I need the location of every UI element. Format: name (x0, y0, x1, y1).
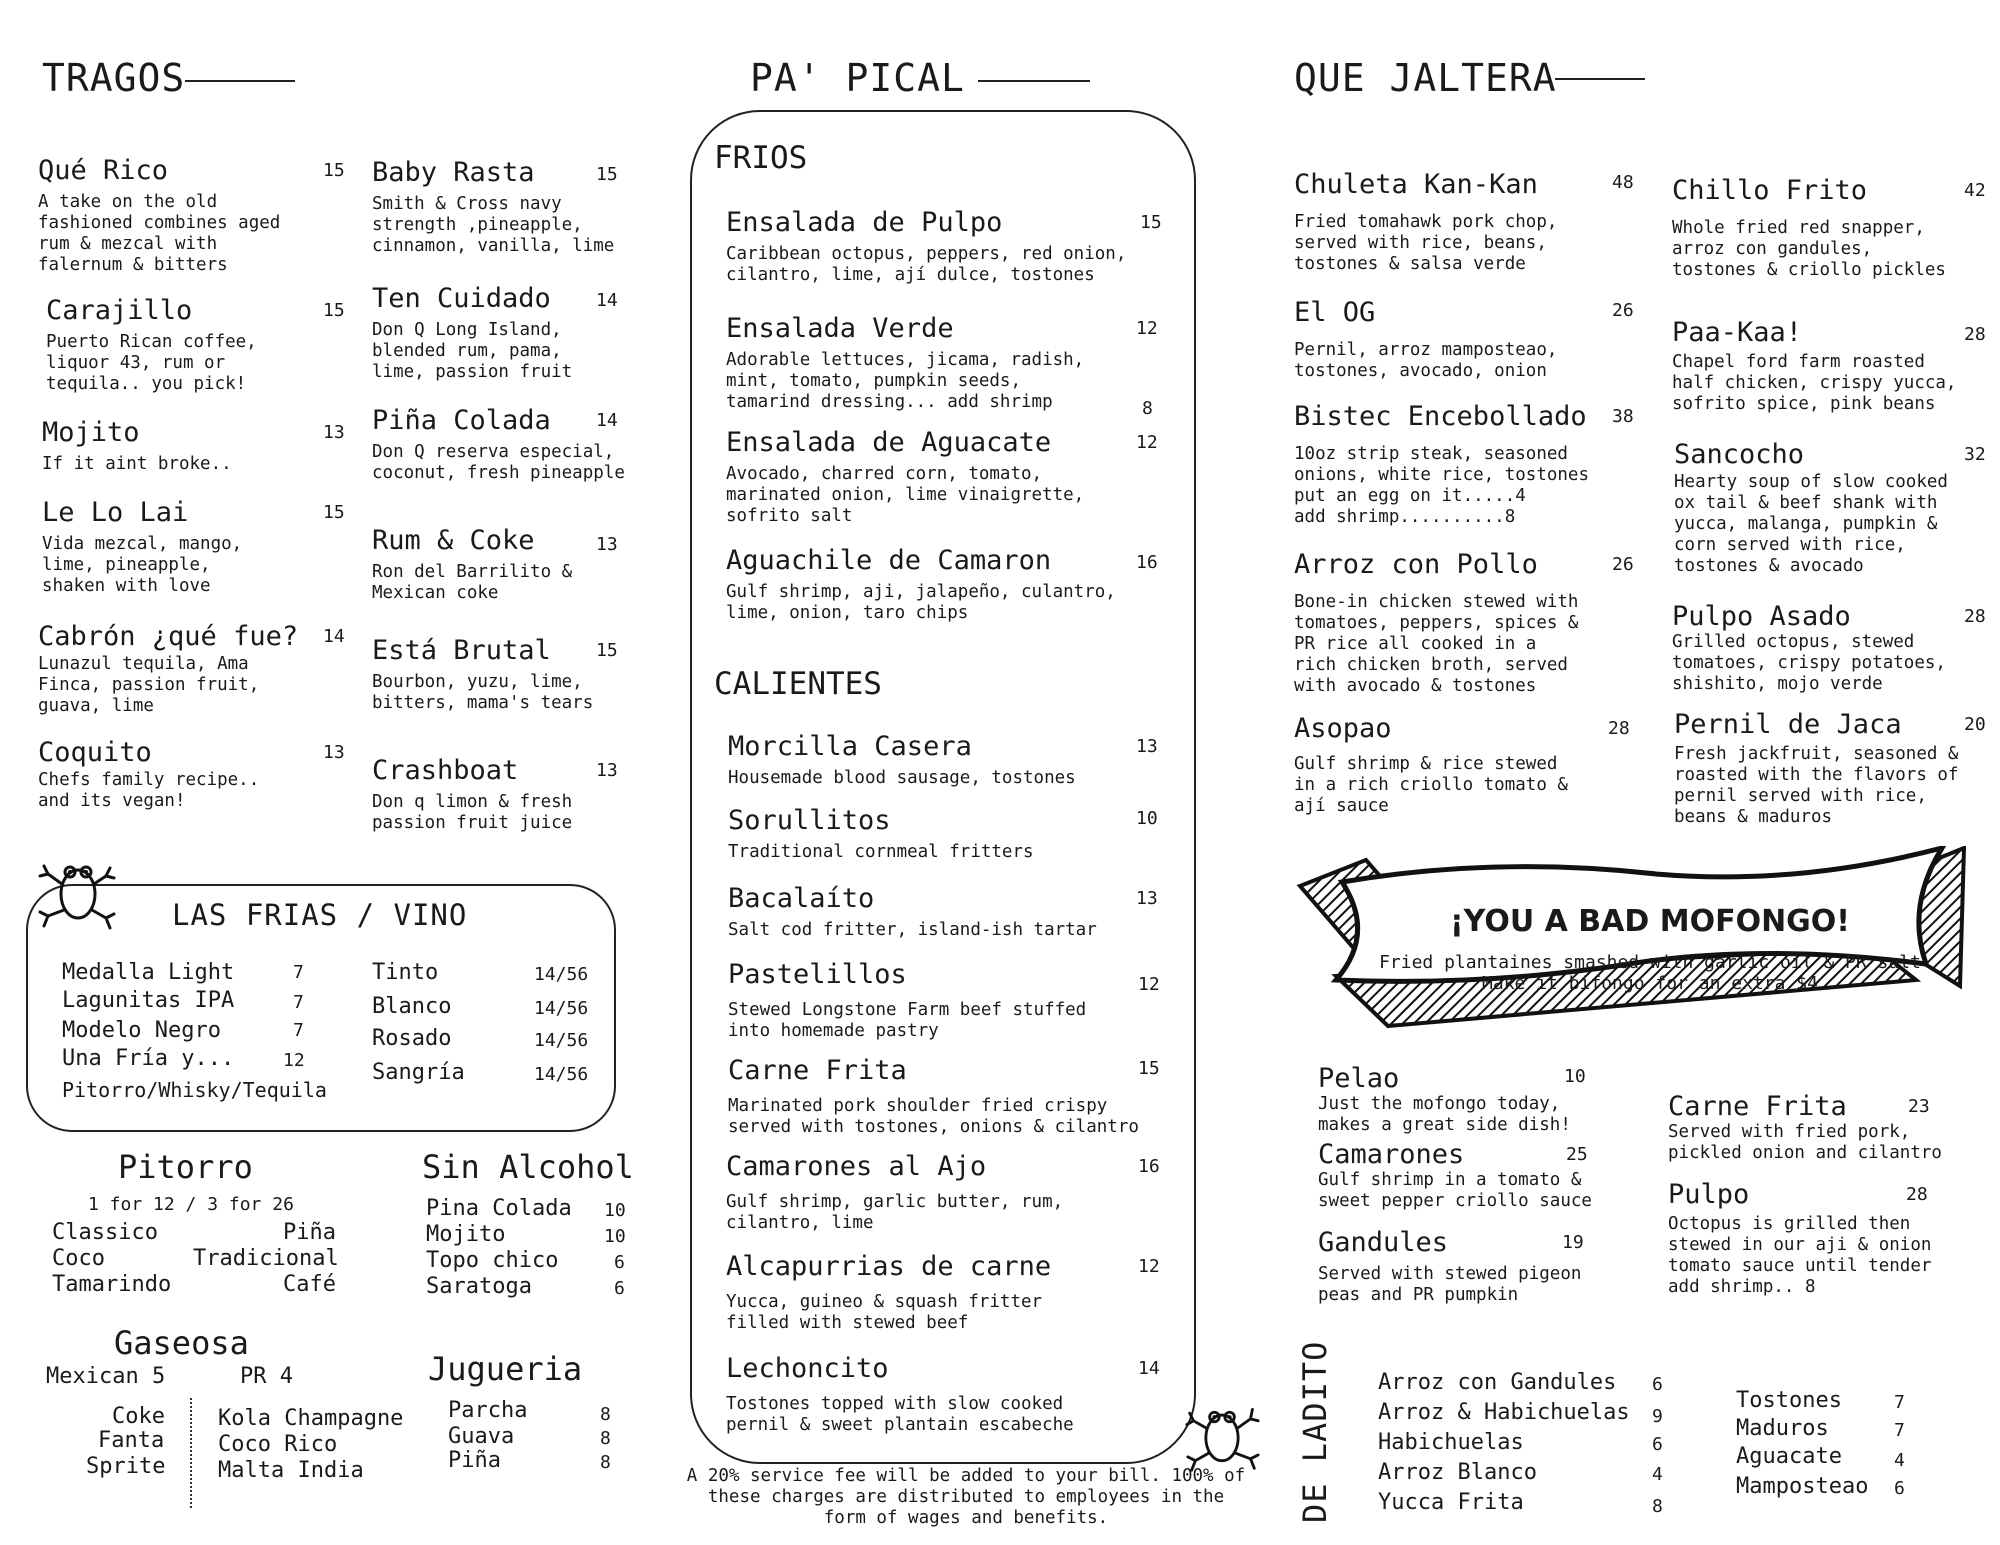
entree-price: 38 (1612, 406, 1634, 427)
jugueria-title: Jugueria (428, 1350, 583, 1388)
entree-item (1674, 710, 1990, 828)
dish-name: Morcilla Casera (728, 731, 972, 762)
drink-desc: Don q limon & fresh passion fruit juice (372, 791, 573, 833)
side-price: 7 (1894, 1392, 1905, 1413)
calientes-title: CALIENTES (714, 666, 882, 702)
beer-price: 7 (293, 962, 304, 983)
side-name: Maduros (1736, 1416, 1829, 1441)
side-price: 8 (1652, 1496, 1663, 1517)
beer-price: 7 (293, 992, 304, 1013)
sin-alcohol-name: Topo chico (426, 1248, 559, 1273)
drink-desc: Smith & Cross navy strength ,pineapple, cinnamon, vanilla, lime (372, 193, 615, 256)
pitorro-flavor: Tamarindo (52, 1272, 172, 1297)
mofongo-item (1668, 1092, 1968, 1164)
entree-desc: Fried tomahawk pork chop, served with rice, beans, tostones & salsa verde (1294, 211, 1558, 274)
mofongo-price: 10 (1564, 1066, 1586, 1087)
side-price: 6 (1894, 1478, 1905, 1499)
beer-name: Medalla Light (62, 960, 235, 985)
entree-name: Bistec Encebollado (1294, 401, 1587, 432)
gaseosa-mexican-item: Sprite (86, 1454, 166, 1479)
drink-item (42, 418, 348, 475)
dish-price: 14 (1138, 1358, 1160, 1379)
beer-price: 7 (293, 1020, 304, 1041)
sin-alcohol-price: 6 (614, 1278, 625, 1299)
dish-name: Carne Frita (728, 1055, 907, 1086)
drink-price: 15 (596, 640, 618, 661)
sin-alcohol-price: 10 (604, 1226, 626, 1247)
wine-price: 14/56 (534, 998, 589, 1019)
entree-price: 28 (1608, 718, 1630, 739)
drink-name: Mojito (42, 417, 140, 448)
entree-name: Chillo Frito (1672, 175, 1868, 206)
mofongo-banner (1296, 846, 1968, 1032)
drink-desc: Lunazul tequila, Ama Finca, passion fruit, guava, lime (38, 653, 260, 716)
mofongo-desc: Served with fried pork, pickled onion and cilantro (1668, 1121, 1942, 1163)
mofongo-name: Pulpo (1668, 1179, 1750, 1210)
side-price: 9 (1652, 1406, 1663, 1427)
drink-item (372, 756, 702, 834)
drink-price: 13 (323, 742, 345, 763)
pitorro-note: 1 for 12 / 3 for 26 (88, 1194, 294, 1215)
dish-price: 15 (1138, 1058, 1160, 1079)
wine-price: 14/56 (534, 964, 589, 985)
dish-desc: Marinated pork shoulder fried crispy served with tostones, onions & cilantro (728, 1095, 1139, 1137)
dish-item (726, 428, 1166, 527)
drink-desc: A take on the old fashioned combines aged rum & mezcal with falernum & bitters (38, 191, 281, 275)
mofongo-item (1668, 1180, 1968, 1298)
drink-name: Cabrón ¿qué fue? (38, 621, 299, 652)
wine-name: Blanco (372, 994, 452, 1019)
pitorro-flavor: Tradicional (193, 1246, 339, 1271)
sin-alcohol-name: Mojito (426, 1222, 506, 1247)
dish-item (726, 208, 1166, 286)
entree-desc: Fresh jackfruit, seasoned & roasted with the flavors of pernil served with rice, beans & maduros (1674, 743, 1959, 827)
jaltera-rule (1555, 78, 1645, 80)
entree-item (1294, 550, 1634, 697)
drink-item (38, 156, 348, 276)
frios-title: FRIOS (714, 140, 808, 176)
side-name: Habichuelas (1378, 1430, 1524, 1455)
papical-rule (978, 80, 1090, 82)
drink-item (42, 498, 348, 597)
jugueria-price: 8 (600, 1428, 611, 1449)
dish-price: 16 (1138, 1156, 1160, 1177)
sin-alcohol-name: Pina Colada (426, 1196, 572, 1221)
dish-desc: Housemade blood sausage, tostones (728, 767, 1076, 788)
side-price: 4 (1652, 1464, 1663, 1485)
entree-item (1294, 170, 1634, 275)
jugueria-price: 8 (600, 1404, 611, 1425)
dish-name: Ensalada Verde (726, 313, 954, 344)
drink-item (46, 296, 348, 395)
drink-price: 15 (323, 300, 345, 321)
mofongo-name: Camarones (1318, 1139, 1465, 1170)
dish-name: Ensalada de Aguacate (726, 427, 1052, 458)
drink-desc: Don Q Long Island, blended rum, pama, lime, passion fruit (372, 319, 573, 382)
dish-name: Bacalaíto (728, 883, 875, 914)
dish-desc: Yucca, guineo & squash fritter filled with stewed beef (726, 1291, 1043, 1333)
frog-icon (36, 850, 116, 934)
entree-desc: 10oz strip steak, seasoned onions, white rice, tostones put an egg on it.....4 add shrimp..........8 (1294, 443, 1590, 527)
dish-name: Alcapurrias de carne (726, 1251, 1052, 1282)
dish-desc: Adorable lettuces, jicama, radish, mint, tomato, pumpkin seeds, tamarind dressing... add shrimp (726, 349, 1085, 412)
drink-name: Baby Rasta (372, 157, 535, 188)
drink-price: 15 (323, 160, 345, 181)
entree-price: 42 (1964, 180, 1986, 201)
jaltera-title: QUE JALTERA (1294, 56, 1557, 100)
drink-name: Piña Colada (372, 405, 551, 436)
mofongo-item (1318, 1228, 1618, 1306)
sin-alcohol-price: 10 (604, 1200, 626, 1221)
beer-name: Una Fría y... (62, 1046, 235, 1071)
entree-desc: Hearty soup of slow cooked ox tail & beef shank with yucca, malanga, pumpkin & corn served with rice, tostones & avocado (1674, 471, 1948, 576)
entree-item (1294, 402, 1634, 528)
gaseosa-pr-price: PR 4 (240, 1364, 293, 1389)
dish-item (726, 1152, 1166, 1234)
drink-price: 14 (596, 410, 618, 431)
drink-price: 15 (323, 502, 345, 523)
side-price: 4 (1894, 1450, 1905, 1471)
drink-item (372, 158, 702, 257)
drink-item (372, 636, 702, 714)
drink-desc: Don Q reserva especial, coconut, fresh pineapple (372, 441, 625, 483)
wine-name: Rosado (372, 1026, 452, 1051)
mofongo-desc: Fried plantaines smashed with garlic oil & PR salt Make it bifongo for an extra $4 (1379, 952, 1921, 994)
mofongo-price: 28 (1906, 1184, 1928, 1205)
dish-desc: Traditional cornmeal fritters (728, 841, 1034, 862)
beer-name: Modelo Negro (62, 1018, 221, 1043)
ladito-title: DE LADITO (1296, 1340, 1334, 1523)
gaseosa-mexican-item: Fanta (98, 1428, 165, 1453)
dish-price: 13 (1136, 888, 1158, 909)
drink-desc: Ron del Barrilito & Mexican coke (372, 561, 573, 603)
dish-item (726, 546, 1166, 624)
dish-price: 12 (1138, 974, 1160, 995)
dish-name: Sorullitos (728, 805, 891, 836)
entree-desc: Gulf shrimp & rice stewed in a rich criollo tomato & ají sauce (1294, 753, 1568, 816)
entree-item (1294, 714, 1634, 817)
side-name: Arroz con Gandules (1378, 1370, 1617, 1395)
sin-alcohol-title: Sin Alcohol (422, 1148, 634, 1186)
tragos-title: TRAGOS (42, 56, 186, 100)
side-price: 6 (1652, 1374, 1663, 1395)
drink-item (372, 526, 702, 604)
mofongo-desc: Octopus is grilled then stewed in our aji & onion tomato sauce until tender add shrimp.. 8 (1668, 1213, 1932, 1297)
dish-item (726, 313, 1166, 419)
dish-item (728, 960, 1168, 1042)
mofongo-name: Carne Frita (1668, 1091, 1847, 1122)
dish-item (728, 732, 1168, 789)
drink-price: 14 (596, 290, 618, 311)
dish-item (728, 1056, 1168, 1138)
frog-icon (1184, 1396, 1260, 1476)
gaseosa-pr-item: Malta India (218, 1458, 364, 1483)
entree-name: Chuleta Kan-Kan (1294, 169, 1538, 200)
drink-name: Le Lo Lai (42, 497, 189, 528)
wine-price: 14/56 (534, 1064, 589, 1085)
entree-name: El OG (1294, 297, 1376, 328)
wine-name: Tinto (372, 960, 439, 985)
beer-name: Lagunitas IPA (62, 988, 235, 1013)
mofongo-desc: Served with stewed pigeon peas and PR pumpkin (1318, 1263, 1582, 1305)
wine-name: Sangría (372, 1060, 465, 1085)
side-name: Arroz & Habichuelas (1378, 1400, 1630, 1425)
entree-name: Pernil de Jaca (1674, 709, 1902, 740)
dish-price: 15 (1140, 212, 1162, 233)
drink-item (372, 406, 702, 484)
entree-name: Arroz con Pollo (1294, 549, 1538, 580)
pitorro-flavor: Café (283, 1272, 336, 1297)
dish-item (726, 1354, 1166, 1436)
drink-name: Coquito (38, 737, 152, 768)
drink-desc: Puerto Rican coffee, liquor 43, rum or tequila.. you pick! (46, 331, 257, 394)
dish-name: Lechoncito (726, 1353, 889, 1384)
drink-desc: If it aint broke.. (42, 453, 232, 474)
entree-item (1672, 318, 1990, 415)
dish-desc: Avocado, charred corn, tomato, marinated onion, lime vinaigrette, sofrito salt (726, 463, 1085, 526)
drink-item (38, 738, 348, 812)
mofongo-price: 23 (1908, 1096, 1930, 1117)
drink-name: Crashboat (372, 755, 519, 786)
drink-price: 14 (323, 626, 345, 647)
dish-desc: Tostones topped with slow cooked pernil & sweet plantain escabeche (726, 1393, 1074, 1435)
pitorro-flavor: Coco (52, 1246, 105, 1271)
mofongo-title: ¡YOU A BAD MOFONGO! (1449, 904, 1850, 939)
drink-desc: Vida mezcal, mango, lime, pineapple, shaken with love (42, 533, 243, 596)
entree-name: Asopao (1294, 713, 1392, 744)
wine-price: 14/56 (534, 1030, 589, 1051)
gaseosa-divider (190, 1398, 192, 1508)
mofongo-price: 25 (1566, 1144, 1588, 1165)
gaseosa-pr-item: Coco Rico (218, 1432, 338, 1457)
dish-name: Aguachile de Camaron (726, 545, 1052, 576)
tragos-rule (185, 80, 295, 82)
entree-desc: Chapel ford farm roasted half chicken, crispy yucca, sofrito spice, pink beans (1672, 351, 1957, 414)
gaseosa-pr-item: Kola Champagne (218, 1406, 404, 1431)
dish-price: 12 (1138, 1256, 1160, 1277)
dish-price: 12 (1136, 318, 1158, 339)
dish-name: Ensalada de Pulpo (726, 207, 1003, 238)
entree-price: 32 (1964, 444, 1986, 465)
entree-desc: Whole fried red snapper, arroz con gandules, tostones & criollo pickles (1672, 217, 1946, 280)
entree-item (1674, 440, 1990, 577)
dish-desc: Salt cod fritter, island-ish tartar (728, 919, 1097, 940)
drink-price: 15 (596, 164, 618, 185)
jugueria-name: Guava (448, 1424, 515, 1449)
mofongo-name: Pelao (1318, 1063, 1400, 1094)
sin-alcohol-price: 6 (614, 1252, 625, 1273)
drink-name: Rum & Coke (372, 525, 535, 556)
entree-price: 20 (1964, 714, 1986, 735)
dish-name: Pastelillos (728, 959, 907, 990)
drink-desc: Bourbon, yuzu, lime, bitters, mama's tears (372, 671, 594, 713)
dish-item (726, 1252, 1166, 1334)
entree-price: 28 (1964, 606, 1986, 627)
dish-price: 10 (1136, 808, 1158, 829)
dish-desc: Stewed Longstone Farm beef stuffed into homemade pastry (728, 999, 1087, 1041)
entree-name: Paa-Kaa! (1672, 317, 1803, 348)
dish-price: 16 (1136, 552, 1158, 573)
entree-item (1672, 176, 1990, 281)
pitorro-title: Pitorro (118, 1148, 253, 1186)
mofongo-name: Gandules (1318, 1227, 1449, 1258)
mofongo-item (1318, 1064, 1618, 1136)
entree-name: Pulpo Asado (1672, 601, 1851, 632)
mofongo-item (1318, 1140, 1618, 1212)
entree-price: 48 (1612, 172, 1634, 193)
gaseosa-title: Gaseosa (114, 1324, 249, 1362)
side-price: 6 (1652, 1434, 1663, 1455)
entree-price: 28 (1964, 324, 1986, 345)
frias-title: LAS FRIAS / VINO (172, 898, 468, 932)
jugueria-name: Piña (448, 1448, 501, 1473)
dish-name: Camarones al Ajo (726, 1151, 987, 1182)
dish-desc: Gulf shrimp, garlic butter, rum, cilantro, lime (726, 1191, 1064, 1233)
entree-price: 26 (1612, 300, 1634, 321)
service-fee-note: A 20% service fee will be added to your bill. 100% of these charges are distributed to employees in the form of wages and benefits. (686, 1466, 1246, 1528)
drink-item (38, 622, 348, 717)
side-price: 7 (1894, 1420, 1905, 1441)
entree-item (1294, 298, 1634, 382)
side-name: Aguacate (1736, 1444, 1842, 1469)
drink-price: 13 (596, 760, 618, 781)
entree-name: Sancocho (1674, 439, 1805, 470)
gaseosa-mexican-price: Mexican 5 (46, 1364, 166, 1389)
entree-desc: Bone-in chicken stewed with tomatoes, peppers, spices & PR rice all cooked in a rich chicken broth, served with avocado & tostones (1294, 591, 1579, 696)
gaseosa-mexican-item: Coke (112, 1404, 165, 1429)
entree-desc: Pernil, arroz mamposteao, tostones, avocado, onion (1294, 339, 1558, 381)
beer-price: 12 (283, 1050, 305, 1071)
drink-name: Qué Rico (38, 155, 169, 186)
drink-item (372, 284, 702, 383)
dish-price: 12 (1136, 432, 1158, 453)
drink-name: Ten Cuidado (372, 283, 551, 314)
dish-price: 13 (1136, 736, 1158, 757)
dish-desc: Caribbean octopus, peppers, red onion, cilantro, lime, ají dulce, tostones (726, 243, 1127, 285)
side-name: Mamposteao (1736, 1474, 1869, 1499)
mofongo-price: 19 (1562, 1232, 1584, 1253)
papical-title: PA' PICAL (750, 56, 965, 100)
jugueria-name: Parcha (448, 1398, 528, 1423)
entree-desc: Grilled octopus, stewed tomatoes, crispy potatoes, shishito, mojo verde (1672, 631, 1946, 694)
mofongo-desc: Just the mofongo today, makes a great side dish! (1318, 1093, 1571, 1135)
pitorro-flavor: Piña (283, 1220, 336, 1245)
dish-desc: Gulf shrimp, aji, jalapeño, culantro, lime, onion, taro chips (726, 581, 1116, 623)
sin-alcohol-name: Saratoga (426, 1274, 532, 1299)
shrimp-addon-price: 8 (1142, 398, 1153, 419)
side-name: Yucca Frita (1378, 1490, 1524, 1515)
pitorro-flavor: Classico (52, 1220, 158, 1245)
drink-desc: Chefs family recipe.. and its vegan! (38, 769, 260, 811)
drink-name: Carajillo (46, 295, 193, 326)
side-name: Arroz Blanco (1378, 1460, 1537, 1485)
entree-item (1672, 602, 1990, 695)
dish-item (728, 806, 1168, 863)
drink-price: 13 (596, 534, 618, 555)
beer-note: Pitorro/Whisky/Tequila (62, 1078, 327, 1102)
entree-price: 26 (1612, 554, 1634, 575)
drink-name: Está Brutal (372, 635, 551, 666)
side-name: Tostones (1736, 1388, 1842, 1413)
drink-price: 13 (323, 422, 345, 443)
dish-item (728, 884, 1168, 941)
mofongo-desc: Gulf shrimp in a tomato & sweet pepper criollo sauce (1318, 1169, 1592, 1211)
jugueria-price: 8 (600, 1452, 611, 1473)
